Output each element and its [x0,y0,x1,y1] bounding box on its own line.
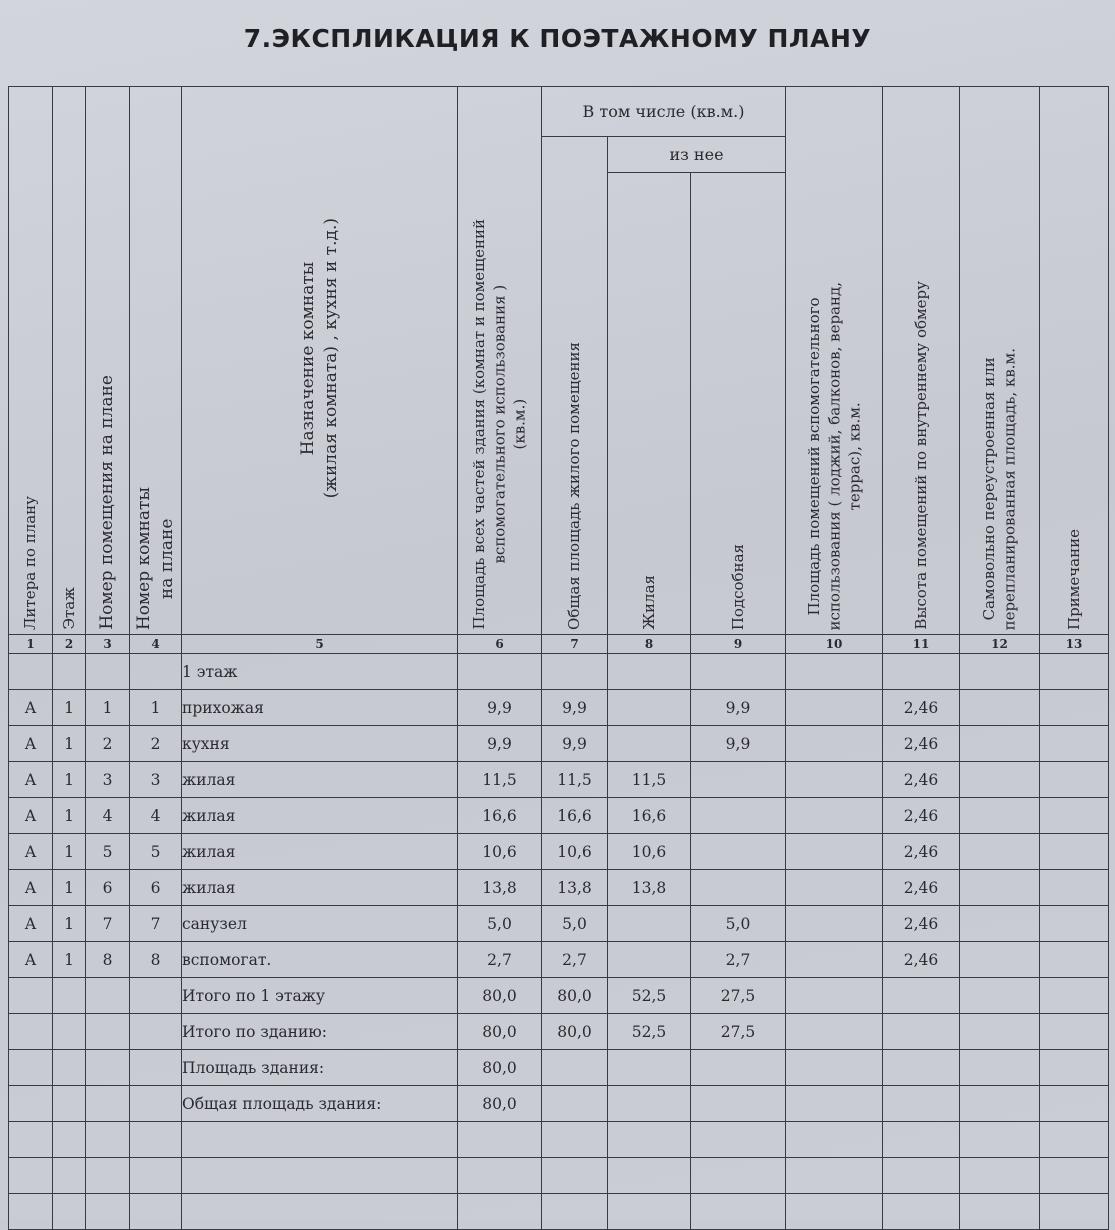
total-label: Итого по 1 этажу [182,978,458,1014]
cell-utility: 9,9 [691,690,786,726]
total-label: Общая площадь здания: [182,1086,458,1122]
cell-room-number: 5 [86,834,130,870]
cell-litera: А [9,906,53,942]
cell-room-number: 6 [86,870,130,906]
totals-row [9,1086,1109,1122]
header-unauthorized-area: Самовольно переустроенная или перепланированная площадь, кв.м. [960,87,1040,635]
cell-living-total: 13,8 [542,870,608,906]
cell-room-number: 7 [86,906,130,942]
header-room-number: Номер помещения на плане [86,87,130,635]
document-title: 7.ЭКСПЛИКАЦИЯ К ПОЭТАЖНОМУ ПЛАНУ [243,24,872,53]
cell-utility [691,870,786,906]
cell-litera: А [9,726,53,762]
cell-utility [691,762,786,798]
cell-living-total: 5,0 [542,906,608,942]
header-plan-number: Номер комнаты на плане [130,87,182,635]
cell-plan-number: 3 [130,762,182,798]
empty-rows [9,1122,1109,1230]
cell-height: 2,46 [883,762,960,798]
table-row [9,762,1109,798]
total-label: Площадь здания: [182,1050,458,1086]
cell-litera: А [9,762,53,798]
table-row [9,690,1109,726]
header-room-purpose: Назначение комнаты (жилая комната) , кухня и т.д.) [182,87,458,635]
header-total-area: Площадь всех частей здания (комнат и помещений вспомогательного использования ) (кв.м.) [458,87,542,635]
header-subgroup-of-it: из нее [608,137,786,173]
cell-floor: 1 [53,798,86,834]
total-utility [691,1086,786,1122]
cell-total-area: 16,6 [458,798,542,834]
cell-plan-number: 4 [130,798,182,834]
cell-floor: 1 [53,690,86,726]
cell-litera: А [9,870,53,906]
header-group-including: В том числе (кв.м.) [542,87,786,137]
table-row [9,942,1109,978]
header-floor: Этаж [53,87,86,635]
cell-floor: 1 [53,906,86,942]
cell-living-total: 9,9 [542,726,608,762]
total-living-total: 80,0 [542,978,608,1014]
cell-living-total: 9,9 [542,690,608,726]
cell-floor: 1 [53,870,86,906]
total-living [608,1050,691,1086]
cell-living [608,690,691,726]
table-row [9,726,1109,762]
cell-room-purpose: жилая [182,762,458,798]
header-aux-area: Площадь помещений вспомогательного использования ( лоджий, балконов, веранд, террас), кв.м. [786,87,883,635]
cell-total-area: 9,9 [458,690,542,726]
cell-height: 2,46 [883,870,960,906]
total-rows [9,978,1109,1122]
cell-height: 2,46 [883,942,960,978]
cell-height: 2,46 [883,690,960,726]
total-living-total [542,1086,608,1122]
total-area: 80,0 [458,1050,542,1086]
cell-height: 2,46 [883,798,960,834]
cell-living-total: 10,6 [542,834,608,870]
room-rows [9,690,1109,978]
cell-utility: 5,0 [691,906,786,942]
cell-room-number: 2 [86,726,130,762]
header-living-total: Общая площадь жилого помещения [542,137,608,635]
totals-row [9,1014,1109,1050]
cell-room-purpose: санузел [182,906,458,942]
total-area: 80,0 [458,1014,542,1050]
cell-utility: 9,9 [691,726,786,762]
header-utility: Подсобная [691,173,786,635]
total-living-total [542,1050,608,1086]
header-note: Примечание [1040,87,1109,635]
total-utility [691,1050,786,1086]
cell-utility [691,798,786,834]
cell-room-number: 1 [86,690,130,726]
total-utility: 27,5 [691,978,786,1014]
cell-aux-area [786,726,883,762]
cell-height: 2,46 [883,834,960,870]
total-label: Итого по зданию: [182,1014,458,1050]
cell-living-total: 2,7 [542,942,608,978]
table-row [9,834,1109,870]
total-area: 80,0 [458,1086,542,1122]
cell-utility: 2,7 [691,942,786,978]
table-row [9,798,1109,834]
header-litera: Литера по плану [9,87,53,635]
cell-living: 10,6 [608,834,691,870]
total-area: 80,0 [458,978,542,1014]
cell-total-area: 11,5 [458,762,542,798]
cell-litera: А [9,690,53,726]
cell-height: 2,46 [883,726,960,762]
cell-floor: 1 [53,834,86,870]
cell-room-purpose: жилая [182,870,458,906]
floor-label: 1 этаж [182,654,458,690]
totals-row [9,978,1109,1014]
cell-living-total: 11,5 [542,762,608,798]
cell-living: 16,6 [608,798,691,834]
cell-height: 2,46 [883,906,960,942]
cell-total-area: 10,6 [458,834,542,870]
cell-total-area: 9,9 [458,726,542,762]
cell-plan-number: 2 [130,726,182,762]
cell-room-purpose: жилая [182,798,458,834]
cell-plan-number: 1 [130,690,182,726]
cell-aux-area [786,690,883,726]
total-living: 52,5 [608,1014,691,1050]
cell-total-area: 2,7 [458,942,542,978]
cell-living: 13,8 [608,870,691,906]
cell-aux-area [786,798,883,834]
cell-living [608,906,691,942]
cell-living [608,726,691,762]
cell-aux-area [786,834,883,870]
cell-plan-number: 7 [130,906,182,942]
cell-aux-area [786,942,883,978]
table-row [9,870,1109,906]
cell-litera: А [9,942,53,978]
cell-room-purpose: вспомогат. [182,942,458,978]
cell-utility [691,834,786,870]
cell-plan-number: 8 [130,942,182,978]
cell-litera: А [9,834,53,870]
total-living: 52,5 [608,978,691,1014]
table-row [9,906,1109,942]
cell-aux-area [786,762,883,798]
explication-table [8,86,1109,1230]
totals-row [9,1050,1109,1086]
total-utility: 27,5 [691,1014,786,1050]
header-living: Жилая [608,173,691,635]
cell-room-purpose: жилая [182,834,458,870]
cell-living [608,942,691,978]
cell-room-purpose: прихожая [182,690,458,726]
cell-room-number: 8 [86,942,130,978]
total-living [608,1086,691,1122]
cell-room-number: 3 [86,762,130,798]
cell-plan-number: 6 [130,870,182,906]
cell-aux-area [786,906,883,942]
cell-total-area: 5,0 [458,906,542,942]
cell-total-area: 13,8 [458,870,542,906]
cell-floor: 1 [53,762,86,798]
cell-floor: 1 [53,942,86,978]
cell-living: 11,5 [608,762,691,798]
cell-aux-area [786,870,883,906]
cell-litera: А [9,798,53,834]
cell-plan-number: 5 [130,834,182,870]
cell-floor: 1 [53,726,86,762]
floor-label-row [9,654,1109,690]
cell-room-purpose: кухня [182,726,458,762]
total-living-total: 80,0 [542,1014,608,1050]
header-height: Высота помещений по внутреннему обмеру [883,87,960,635]
column-numbers-row: 1 2 3 4 5 6 7 8 9 10 11 12 13 [9,635,1109,654]
cell-living-total: 16,6 [542,798,608,834]
cell-room-number: 4 [86,798,130,834]
